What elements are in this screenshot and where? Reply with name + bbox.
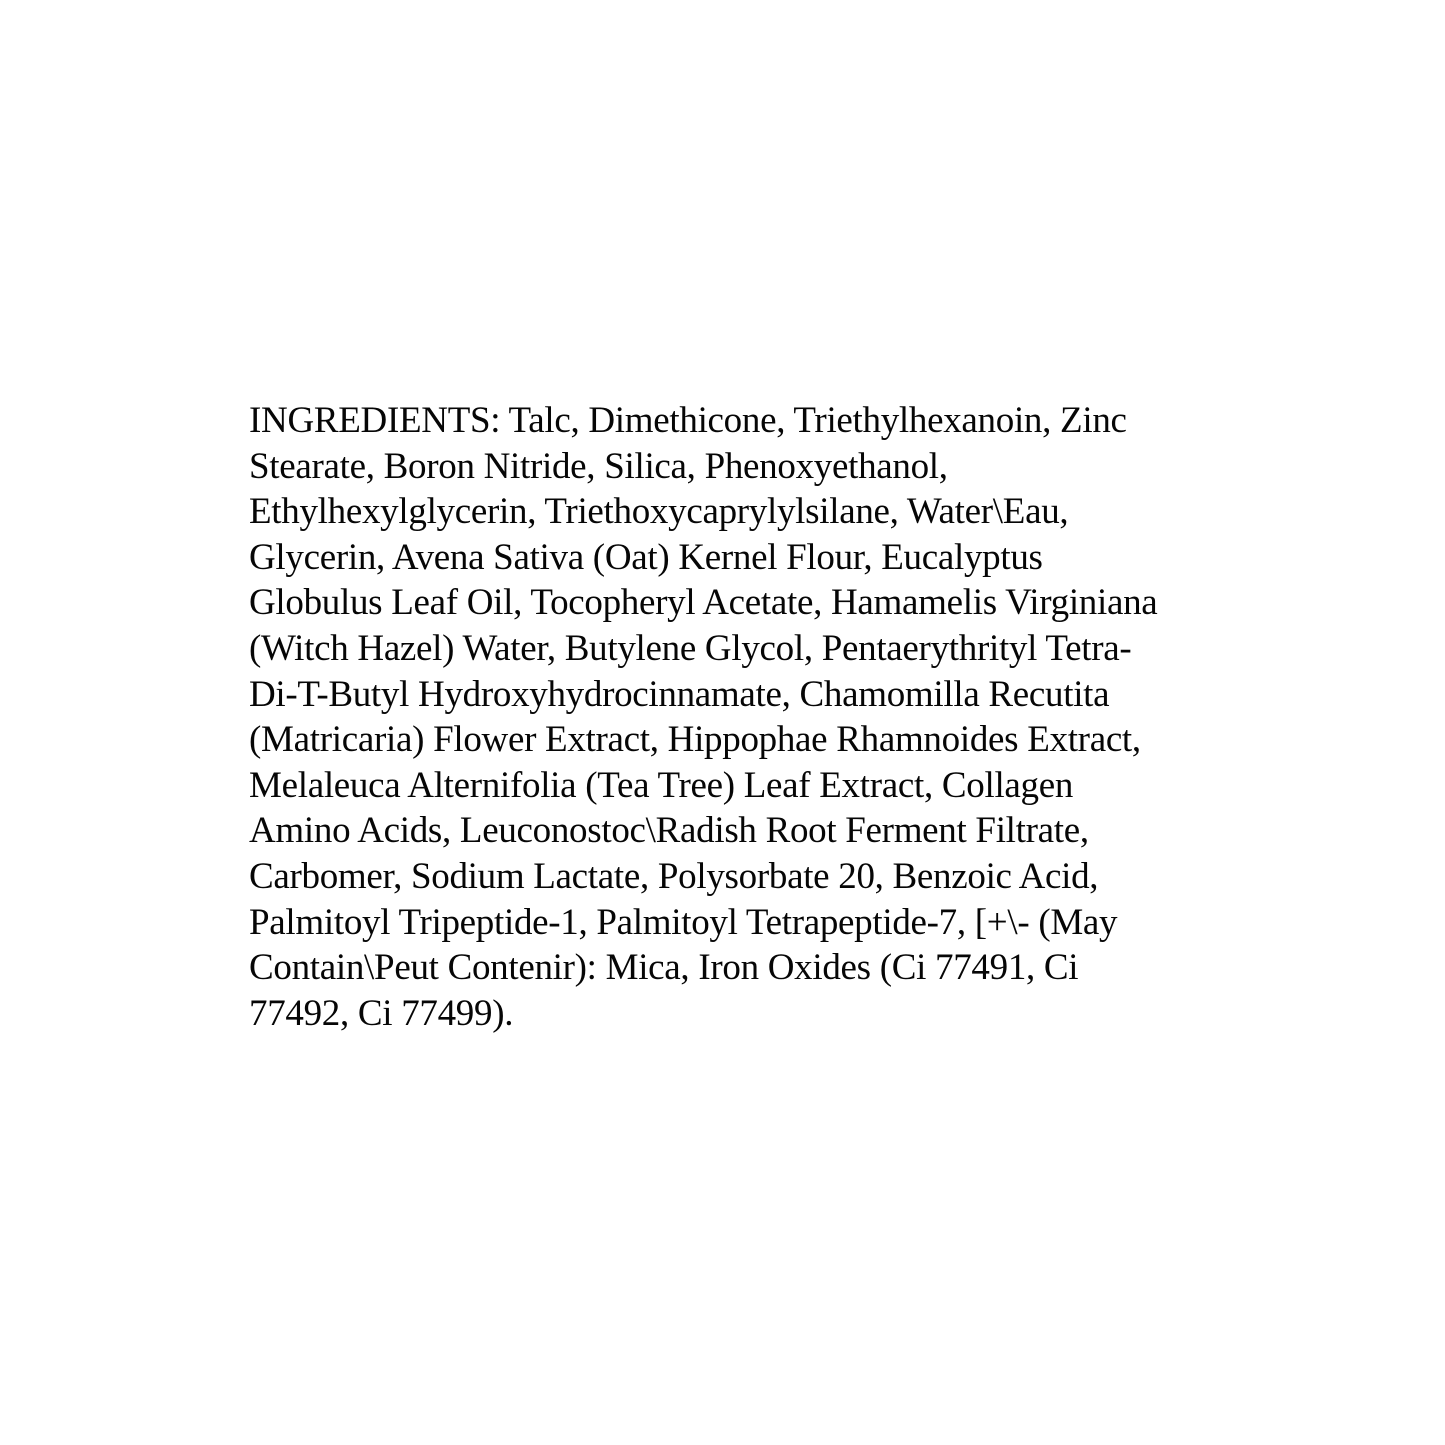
ingredients-text-line: 77492, Ci 77499). <box>249 992 514 1034</box>
ingredients-text-line: Palmitoyl Tripeptide-1, Palmitoyl Tetrapeptide-7, [+\- (May <box>249 901 1118 943</box>
ingredients-text-line: Stearate, Boron Nitride, Silica, Phenoxyethanol, <box>249 445 948 487</box>
ingredients-text-line: Ethylhexylglycerin, Triethoxycaprylylsilane, Water\Eau, <box>249 491 1069 533</box>
ingredients-text-line: Carbomer, Sodium Lactate, Polysorbate 20, Benzoic Acid, <box>249 855 1099 897</box>
ingredients-text-line: Amino Acids, Leuconostoc\Radish Root Ferment Filtrate, <box>249 810 1089 852</box>
ingredients-text-block <box>249 398 1239 1036</box>
ingredients-text-line: Melaleuca Alternifolia (Tea Tree) Leaf Extract, Collagen <box>249 764 1074 806</box>
ingredients-text-line: Contain\Peut Contenir): Mica, Iron Oxides (Ci 77491, Ci <box>249 947 1079 989</box>
ingredients-text-line: Globulus Leaf Oil, Tocopheryl Acetate, Hamamelis Virginiana <box>249 582 1158 624</box>
ingredients-text-line: Glycerin, Avena Sativa (Oat) Kernel Flour, Eucalyptus <box>249 536 1043 578</box>
ingredients-text-line: Di-T-Butyl Hydroxyhydrocinnamate, Chamomilla Recutita <box>249 673 1110 715</box>
ingredients-text-line: (Matricaria) Flower Extract, Hippophae Rhamnoides Extract, <box>249 719 1141 761</box>
ingredients-text-line: INGREDIENTS: Talc, Dimethicone, Triethylhexanoin, Zinc <box>249 400 1127 441</box>
ingredients-text-line: (Witch Hazel) Water, Butylene Glycol, Pentaerythrityl Tetra- <box>249 627 1132 669</box>
